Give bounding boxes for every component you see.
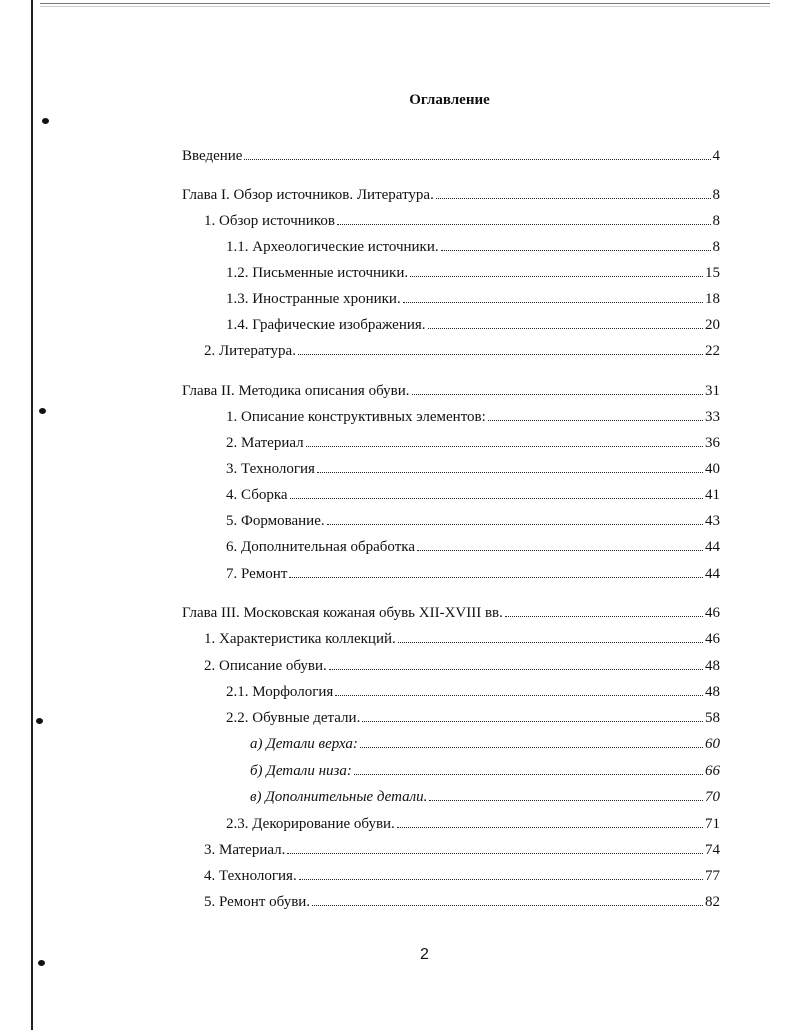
toc-entry-label: 2. Материал: [226, 435, 304, 451]
dot-leader: [417, 536, 703, 551]
dot-leader: [298, 340, 703, 355]
toc-entry-label: 1. Обзор источников: [204, 213, 335, 229]
toc-entry-label: 1.4. Графические изображения.: [226, 317, 426, 333]
dot-leader: [354, 760, 703, 775]
toc-entry-page: 41: [705, 487, 720, 503]
toc-entry-page: 66: [705, 763, 720, 779]
toc-entry[interactable]: [250, 760, 720, 782]
toc-entry[interactable]: [204, 340, 720, 362]
toc-entry-page: 15: [705, 265, 720, 281]
toc-entry[interactable]: [226, 458, 720, 480]
dot-leader: [289, 563, 703, 578]
scan-edge-top: [40, 3, 770, 4]
toc-entry-page: 18: [705, 291, 720, 307]
toc-entry-page: 58: [705, 710, 720, 726]
punch-hole-mark: [39, 408, 46, 414]
toc-entry-label: 2.2. Обувные детали.: [226, 710, 361, 726]
toc-entry-page: 22: [705, 343, 720, 359]
toc-entry[interactable]: [226, 484, 720, 506]
dot-leader: [312, 891, 703, 906]
toc-entry-label: 1.2. Письменные источники.: [226, 265, 409, 281]
dot-leader: [505, 602, 703, 617]
page-number: 2: [420, 946, 429, 963]
toc-entry-page: 4: [712, 148, 720, 164]
dot-leader: [329, 655, 703, 670]
toc-entry[interactable]: [204, 865, 720, 887]
toc-entry[interactable]: [250, 733, 720, 755]
toc-entry-label: б) Детали низа:: [250, 763, 352, 779]
toc-entry-label: 6. Дополнительная обработка: [226, 539, 415, 555]
toc-entry[interactable]: [182, 380, 720, 402]
toc-entry-page: 31: [705, 383, 720, 399]
toc-entry-label: 7. Ремонт: [226, 566, 288, 582]
toc-entry[interactable]: [204, 839, 720, 861]
dot-leader: [398, 628, 703, 643]
toc-entry-page: 36: [705, 435, 720, 451]
toc-entry[interactable]: [226, 681, 720, 703]
toc-entry-label: Глава I. Обзор источников. Литература.: [182, 187, 434, 203]
toc-entry-page: 71: [705, 816, 720, 832]
toc-entry-page: 48: [705, 684, 720, 700]
toc-entry-page: 74: [705, 842, 720, 858]
toc-entry-page: 43: [705, 513, 720, 529]
dot-leader: [306, 432, 703, 447]
toc-entry-label: 1.1. Археологические источники.: [226, 239, 439, 255]
dot-leader: [299, 865, 703, 880]
toc-entry-page: 8: [712, 187, 720, 203]
toc-entry[interactable]: [204, 628, 720, 650]
scan-edge-left: [31, 0, 33, 1030]
dot-leader: [335, 681, 703, 696]
toc-entry-label: 3. Материал.: [204, 842, 286, 858]
toc-entry-page: 44: [705, 539, 720, 555]
toc-entry-label: Глава II. Методика описания обуви.: [182, 383, 410, 399]
dot-leader: [428, 314, 703, 329]
toc-entry[interactable]: [182, 602, 720, 624]
toc-entry-page: 33: [705, 409, 720, 425]
toc-entry-page: 77: [705, 868, 720, 884]
toc-entry-page: 20: [705, 317, 720, 333]
toc-entry-label: 1.3. Иностранные хроники.: [226, 291, 401, 307]
dot-leader: [488, 406, 703, 421]
toc-entry-label: 2. Описание обуви.: [204, 658, 327, 674]
toc-entry[interactable]: [250, 786, 720, 808]
toc-entry-label: 3. Технология: [226, 461, 315, 477]
toc-entry-label: Глава III. Московская кожаная обувь XII-XVIII вв.: [182, 605, 503, 621]
toc-entry-label: в) Дополнительные детали.: [250, 789, 428, 805]
toc-entry-label: 1. Характеристика коллекций.: [204, 631, 396, 647]
dot-leader: [412, 380, 704, 395]
dot-leader: [317, 458, 703, 473]
toc-entry-page: 40: [705, 461, 720, 477]
toc-entry[interactable]: [226, 536, 720, 558]
toc-entry-label: 1. Описание конструктивных элементов:: [226, 409, 486, 425]
toc-entry-label: 5. Формование.: [226, 513, 325, 529]
toc-entry[interactable]: [226, 406, 720, 428]
toc-entry-page: 70: [705, 789, 720, 805]
toc-entry[interactable]: [226, 262, 720, 284]
page-title: Оглавление: [409, 92, 490, 108]
dot-leader: [403, 288, 703, 303]
toc-entry-label: 4. Технология.: [204, 868, 297, 884]
dot-leader: [327, 510, 703, 525]
toc-entry-page: 60: [705, 736, 720, 752]
dot-leader: [362, 707, 703, 722]
punch-hole-mark: [42, 118, 49, 124]
toc-entry[interactable]: [204, 655, 720, 677]
toc-entry[interactable]: [182, 184, 720, 206]
dot-leader: [290, 484, 703, 499]
toc-entry-page: 44: [705, 566, 720, 582]
toc-entry-label: 2.3. Декорирование обуви.: [226, 816, 395, 832]
scan-edge-top-shadow: [40, 6, 770, 7]
toc-entry-page: 82: [705, 894, 720, 910]
dot-leader: [410, 262, 703, 277]
toc-entry[interactable]: [226, 288, 720, 310]
toc-entry[interactable]: [226, 563, 720, 585]
dot-leader: [397, 813, 703, 828]
toc-entry-page: 8: [712, 239, 720, 255]
toc-entry[interactable]: [226, 432, 720, 454]
toc-entry-label: 2. Литература.: [204, 343, 296, 359]
toc-entry-label: 4. Сборка: [226, 487, 288, 503]
toc-entry[interactable]: [226, 510, 720, 532]
toc-entry[interactable]: [226, 707, 720, 729]
dot-leader: [436, 184, 711, 199]
toc-entry[interactable]: [226, 813, 720, 835]
toc-entry-label: 2.1. Морфология: [226, 684, 334, 700]
dot-leader: [287, 839, 703, 854]
dot-leader: [337, 210, 711, 225]
toc-entry-label: 5. Ремонт обуви.: [204, 894, 311, 910]
toc-entry-label: а) Детали верха:: [250, 736, 358, 752]
punch-hole-mark: [38, 960, 45, 966]
toc-entry[interactable]: [182, 145, 720, 167]
dot-leader: [429, 786, 703, 801]
dot-leader: [360, 733, 703, 748]
toc-entry-page: 46: [705, 605, 720, 621]
toc-entry[interactable]: [204, 210, 720, 232]
toc-entry[interactable]: [226, 236, 720, 258]
toc-entry[interactable]: [204, 891, 720, 913]
toc-entry[interactable]: [226, 314, 720, 336]
dot-leader: [244, 145, 710, 160]
punch-hole-mark: [36, 718, 43, 724]
toc-entry-page: 8: [712, 213, 720, 229]
toc-entry-label: Введение: [182, 148, 243, 164]
toc-entry-page: 46: [705, 631, 720, 647]
toc-entry-page: 48: [705, 658, 720, 674]
dot-leader: [441, 236, 711, 251]
